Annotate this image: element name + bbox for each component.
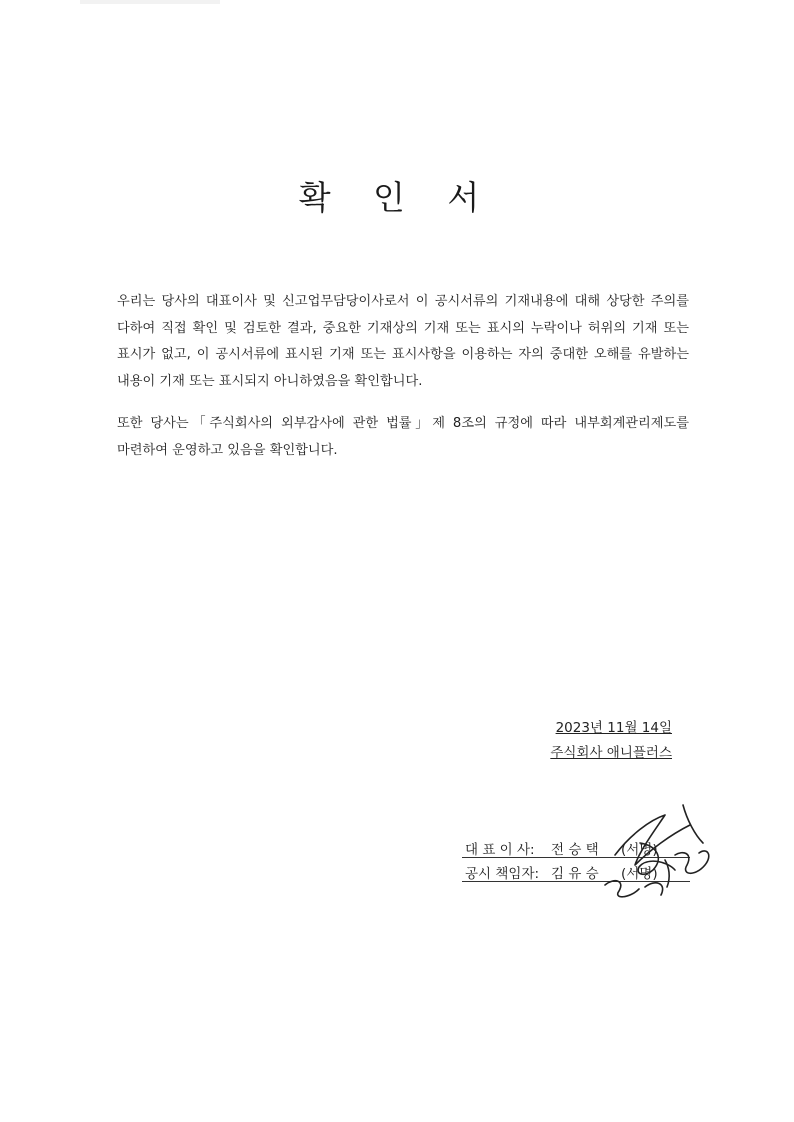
sign-label: (서명) [621,866,658,882]
signatory-name: 전 승 택 [551,842,599,858]
internal-control-paragraph: 또한 당사는「주식회사의 외부감사에 관한 법률」제 8조의 규정에 따라 내부회계관리제도를 마련하여 운영하고 있음을 확인합니다. [117,416,689,458]
handwritten-signature [595,795,725,905]
document-date: 2023년 11월 14일 [555,720,672,736]
scan-edge-mark [80,0,220,4]
signatory-name: 김 유 승 [551,866,599,882]
confirmation-paragraph: 우리는 당사의 대표이사 및 신고업무담당이사로서 이 공시서류의 기재내용에 대해 상당한 주의를 다하여 직접 확인 및 검토한 결과, 중요한 기재상의 기재 또는 표시의 누락이나 허위의 기재 또는 표시가 없고, 이 공시서류에 표시된 기재 또는 표시사항을 이용하는 자의 중대한 오해를 유발하는 내용이 기재 또는 표시되지 아니하였음을 확인합니다. [117,294,689,389]
sign-label: (서명) [621,842,658,858]
company-name: 주식회사 애니플러스 [550,745,672,761]
signatory-role: 공시 책임자: [465,866,540,882]
signatory-role: 대 표 이 사: [465,842,535,858]
document-title: 확 인 서 [298,178,496,217]
